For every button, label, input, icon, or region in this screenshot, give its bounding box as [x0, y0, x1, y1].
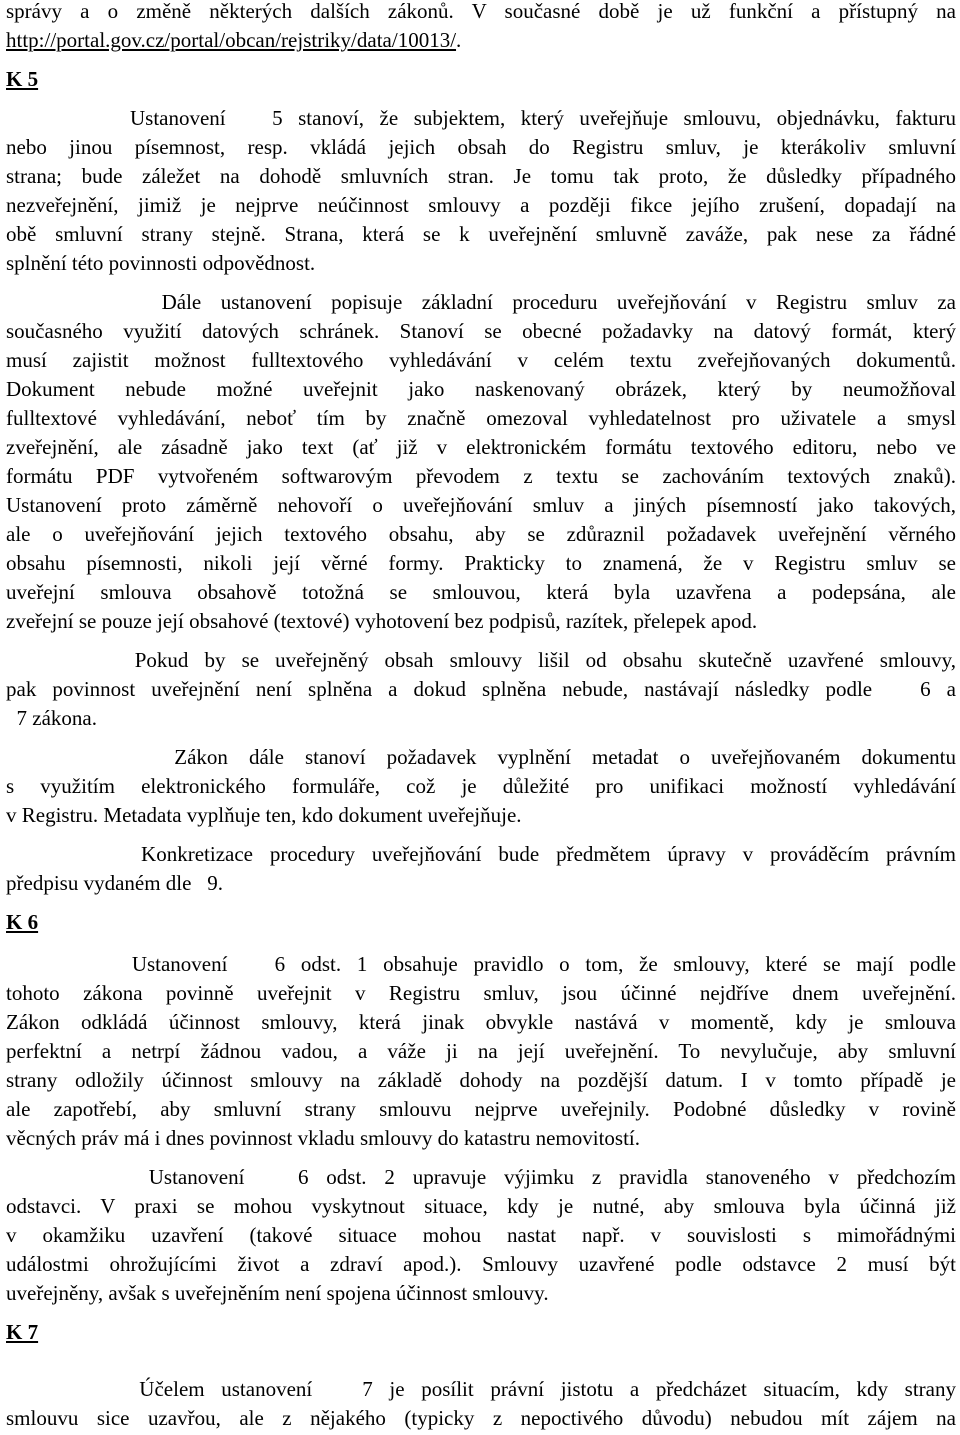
text-line: zveřejnění, ale zásadně jako text (ať již v elektronickém formátu textového editoru, nebo ve: [6, 435, 956, 459]
text-line: Účelem ustanovení 7 je posílit právní jistotu a předcházet situacím, kdy strany: [6, 1377, 956, 1401]
text-line: obsahu písemnosti, nikoli její věrné formy. Prakticky to znamená, že v Registru smluv se: [6, 551, 956, 575]
section-heading: K 5: [6, 67, 39, 91]
text-line: perfektní a netrpí žádnou vadou, a váže ji na její uveřejnění. To nevylučuje, aby smluvní: [6, 1039, 956, 1063]
text-line: musí zajistit možnost fulltextového vyhledávání v celém textu zveřejňovaných dokumentů.: [6, 348, 956, 372]
text-line: strana; bude záležet na dohodě smluvních stran. Je tomu tak proto, že důsledky případného: [6, 164, 956, 188]
text-line: Konkretizace procedury uveřejňování bude předmětem úpravy v prováděcím právním: [6, 842, 956, 866]
text-line: Ustanovení 6 odst. 1 obsahuje pravidlo o tom, že smlouvy, které se mají podle: [6, 952, 956, 976]
text-line: Pokud by se uveřejněný obsah smlouvy lišil od obsahu skutečně uzavřené smlouvy,: [6, 648, 956, 672]
text-line: uveřejněny, avšak s uveřejněním není spojena účinnost smlouvy.: [6, 1281, 549, 1305]
text-line: v Registru. Metadata vyplňuje ten, kdo dokument uveřejňuje.: [6, 803, 522, 827]
text-line: předpisu vydaném dle 9.: [6, 871, 223, 895]
text-line: Ustanovení 5 stanoví, že subjektem, který uveřejňuje smlouvu, objednávku, fakturu: [6, 106, 956, 130]
text-line: 7 zákona.: [6, 706, 97, 730]
punctuation: .: [456, 28, 462, 52]
text-line: ale zapotřebí, aby smluvní strany smlouvu nejprve uveřejnily. Podobné důsledky v rovině: [6, 1097, 956, 1121]
text-line: nezveřejnění, jimiž je nejprve neúčinnost smlouvy a později fikce jejího zrušení, dopadají na: [6, 193, 956, 217]
text-line: Ustanovení 6 odst. 2 upravuje výjimku z pravidla stanoveného v předchozím: [6, 1165, 956, 1189]
section-heading: K 7: [6, 1320, 39, 1344]
text-line: obě smluvní strany stejně. Strana, která se k uveřejnění smluvně zaváže, pak nese za řádné: [6, 222, 956, 246]
text-line: Dále ustanovení popisuje základní proceduru uveřejňování v Registru smluv za: [6, 290, 956, 314]
text-line: pak povinnost uveřejnění není splněna a dokud splněna nebude, nastávají následky podle 6 a: [6, 677, 956, 701]
text-line: tohoto zákona povinně uveřejnit v Registru smluv, jsou účinné nejdříve dnem uveřejnění.: [6, 981, 956, 1005]
text-line: splnění této povinnosti odpovědnost.: [6, 251, 316, 275]
text-line: s využitím elektronického formuláře, což je důležité pro unifikaci možností vyhledávání: [6, 774, 956, 798]
text-line: věcných práv má i dnes povinnost vkladu smlouvy do katastru nemovitostí.: [6, 1126, 640, 1150]
text-line: nebo jinou písemnost, resp. vkládá jejich obsah do Registru smluv, je kterákoliv smluvní: [6, 135, 956, 159]
text-line: formátu PDF vytvořeném softwarovým převodem z textu se zachováním textových znaků).: [6, 464, 956, 488]
text-line: [6, 26, 956, 55]
portal-link[interactable]: http://portal.gov.cz/portal/obcan/rejstriky/data/10013/: [6, 28, 457, 52]
text-line: odstavci. V praxi se mohou vyskytnout situace, kdy je nutné, aby smlouva byla účinná již: [6, 1194, 956, 1218]
text-line: událostmi ohrožujícími život a zdraví apod.). Smlouvy uzavřené podle odstavce 2 musí být: [6, 1252, 956, 1276]
text-line: uveřejní smlouva obsahově totožná se smlouvou, která byla uzavřena a podepsána, ale: [6, 580, 956, 604]
text-line: Dokument nebude možné uveřejnit jako naskenovaný obrázek, který by neumožňoval: [6, 377, 956, 401]
text-line: ale o uveřejňování jejich textového obsahu, aby se zdůraznil požadavek uveřejnění věrného: [6, 522, 956, 546]
text-line: smlouvu sice uzavřou, ale z nějakého (typicky z nepoctivého důvodu) nebudou mít zájem na: [6, 1406, 956, 1430]
text-line: strany odložily účinnost smlouvy na základě dohody na pozdější datum. I v tomto případě je: [6, 1068, 956, 1092]
text-line: zveřejní se pouze její obsahové (textové) vyhotovení bez podpisů, razítek, přelepek apod.: [6, 609, 758, 633]
text-line: Zákon odkládá účinnost smlouvy, která jinak obvykle nastává v momentě, kdy je smlouva: [6, 1010, 956, 1034]
text-line: správy a o změně některých dalších zákonů. V současné době je už funkční a přístupný na: [6, 0, 956, 23]
text-line: současného využití datových schránek. Stanoví se obecné požadavky na datový formát, který: [6, 319, 956, 343]
text-line: Ustanovení proto záměrně nehovoří o uveřejňování smluv a jiných písemností jako takových,: [6, 493, 956, 517]
section-heading: K 6: [6, 910, 39, 934]
text-line: Zákon dále stanoví požadavek vyplnění metadat o uveřejňovaném dokumentu: [6, 745, 956, 769]
text-line: v okamžiku uzavření (takové situace mohou nastat např. v souvislosti s mimořádnými: [6, 1223, 956, 1247]
text-line: fulltextové vyhledávání, neboť tím by značně omezoval vyhledatelnost pro uživatele a smysl: [6, 406, 956, 430]
